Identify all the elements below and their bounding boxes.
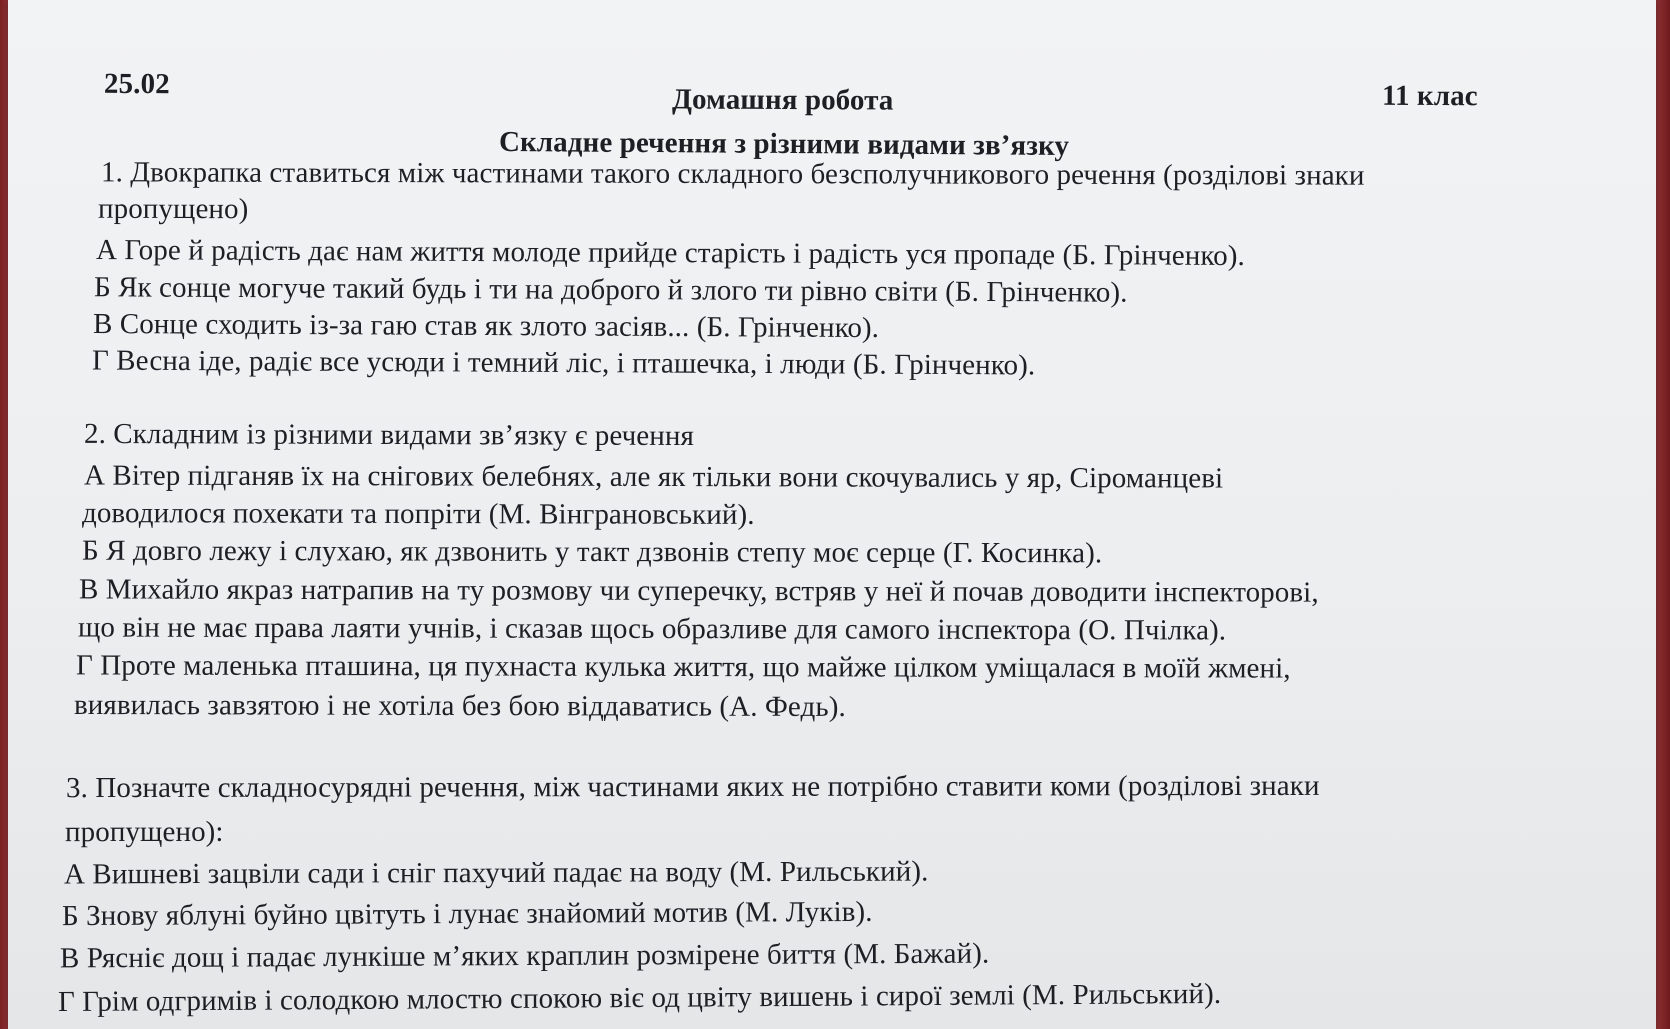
question-1-text: 1. Двокрапка ставиться між частинами такого складного безсполучникового речення (розділові знаки <box>100 156 1365 192</box>
question-3-option-d: Г Грім одгримів і солодкою млостю спокою віє од цвіту вишень і сирої землі (М. Рильський). <box>57 977 1222 1019</box>
question-2-option-b: Б Я довго лежу і слухаю, як дзвонить у такт дзвонів степу моє серце (Г. Косинка). <box>81 534 1103 570</box>
question-2-option-d: Г Проте маленька пташина, ця пухнаста кулька життя, що майже цілком уміщалася в моїй жмені, <box>75 649 1291 685</box>
question-3-option-a: А Вишневі зацвіли сади і сніг пахучий падає на воду (М. Рильський). <box>63 855 929 891</box>
topic-heading: Складне речення з різними видами зв’язку <box>498 126 1070 162</box>
question-2-option-c: В Михайло якраз натрапив на ту розмову чи суперечку, встряв у неї й почав доводити інспекторові, <box>78 573 1319 609</box>
question-3-option-b: Б Знову яблуні буйно цвітуть і лунає знайомий мотив (М. Луків). <box>61 895 873 933</box>
question-2-option-a-cont: доводилося похекати та попріти (М. Вінграновський). <box>81 497 755 531</box>
date: 25.02 <box>103 67 170 101</box>
question-3-text: пропущено): <box>64 815 224 849</box>
question-2-option-d-cont: виявилась завзятою і не хотіла без бою віддаватись (А. Федь). <box>73 688 846 724</box>
paper-sheet <box>8 0 1656 1029</box>
question-2-text: 2. Складним із різними видами зв’язку є речення <box>83 417 695 453</box>
question-1-option-d: Г Весна іде, радіє все усюди і темний ліс, і пташечка, і люди (Б. Грінченко). <box>91 344 1036 382</box>
question-1-option-b: Б Як сонце могуче такий будь і ти на доброго й злого ти рівно світи (Б. Грінченко). <box>93 271 1128 309</box>
question-3-option-c: В Рясніє дощ і падає лункіше м’яких краплин розмірене биття (М. Бажай). <box>59 937 990 975</box>
page-title: Домашня робота <box>671 83 894 117</box>
question-1-text: пропущено) <box>97 192 249 226</box>
question-3-text: 3. Позначте складносурядні речення, між частинами яких не потрібно ставити коми (розділові знаки <box>65 769 1320 805</box>
question-1-option-a: А Горе й радість дає нам життя молоде прийде старість і радість уся пропаде (Б. Грінченко). <box>95 233 1245 273</box>
question-2-option-a: А Вітер підганяв їх на снігових белебнях, але як тільки вони скочувались у яр, Сіроманцеві <box>83 459 1224 495</box>
question-1-option-c: В Сонце сходить із-за гаю став як злото засіяв... (Б. Грінченко). <box>92 307 880 345</box>
grade: 11 клас <box>1381 79 1478 113</box>
question-2-option-c-cont: що він не має права лаяти учнів, і сказав щось образливе для самого інспектора (О. Пчілка). <box>77 611 1227 647</box>
